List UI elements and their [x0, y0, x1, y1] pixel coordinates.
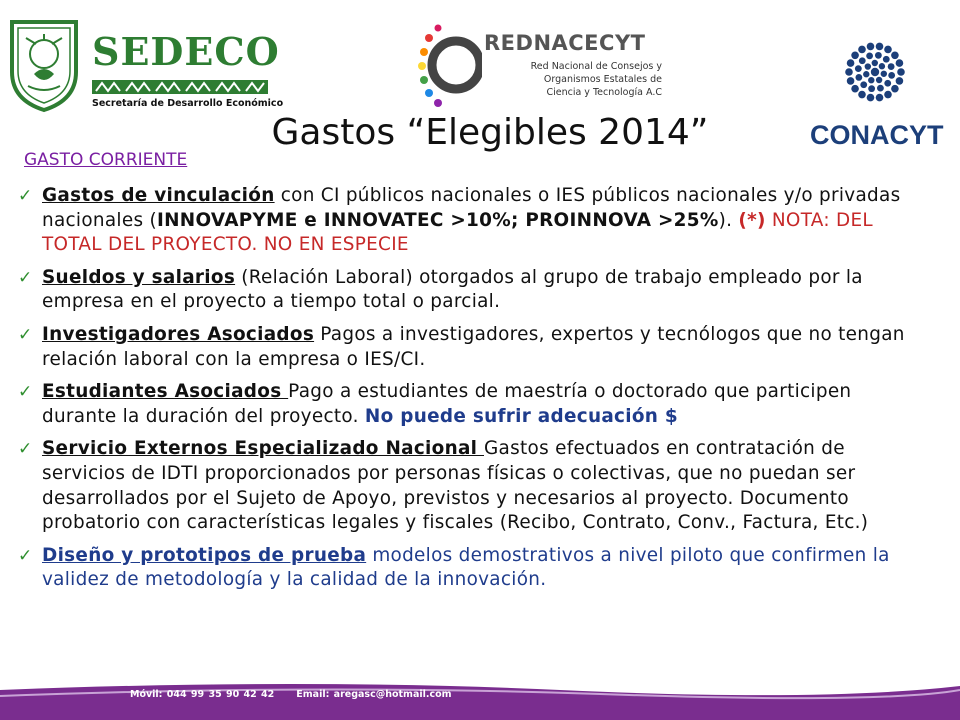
- conacyt-dot: [888, 72, 895, 79]
- bullet-list: [18, 184, 928, 593]
- rednacecyt-wordmark: REDNACECYT: [484, 31, 646, 55]
- sedeco-logo: [6, 14, 284, 118]
- conacyt-dot: [875, 52, 882, 59]
- conacyt-dot: [851, 85, 859, 93]
- conacyt-wordmark: CONACYT: [810, 120, 944, 150]
- conacyt-dot: [896, 59, 904, 67]
- conacyt-dot: [884, 46, 892, 54]
- conacyt-dot: [871, 68, 879, 76]
- rednacecyt-logo: [416, 20, 666, 110]
- rednacecyt-subtitle-line: Ciencia y Tecnología A.C: [546, 87, 662, 98]
- conacyt-dot: [858, 46, 866, 54]
- conacyt-dot: [884, 80, 891, 87]
- bullet-servicio-externos: [18, 437, 928, 535]
- conacyt-dot: [872, 60, 878, 66]
- bullet-text: (Relación Laboral) otorgados al grupo de trabajo empleado por la empresa en el proyecto a tiempo total o parcial.: [42, 266, 863, 313]
- bullet-investigadores-asociados: [18, 323, 928, 372]
- rednacecyt-subtitle: [512, 60, 662, 99]
- coat-of-arms-icon: [6, 14, 82, 114]
- conacyt-dot: [859, 57, 866, 64]
- rednacecyt-subtitle-line: Organismos Estatales de: [543, 74, 662, 85]
- bullet-text: modelos demostrativos a nivel piloto que confirmen la validez de metodología y la calidad de la innovación.: [42, 544, 890, 591]
- bullet-gastos-vinculacion: [18, 184, 928, 258]
- conacyt-dot: [851, 51, 859, 59]
- bullet-sueldos-salarios: [18, 266, 928, 315]
- conacyt-dot: [855, 65, 862, 72]
- bullet-term: Diseño y prototipos de prueba: [42, 544, 367, 566]
- note-end: NO EN ESPECIE: [263, 234, 409, 256]
- bullet-term: Estudiantes Asociados: [42, 381, 289, 403]
- conacyt-dot: [891, 85, 899, 93]
- bullet-warning: No puede sufrir adecuación $: [364, 405, 678, 427]
- bullet-text: con CI públicos nacionales o IES públicos nacionales y/o privadas nacionales (: [42, 185, 901, 231]
- checkmark-icon: ✓: [18, 382, 33, 403]
- conacyt-dot: [860, 81, 867, 88]
- rednacecyt-subtitle-line: Red Nacional de Consejos y: [530, 61, 662, 72]
- checkmark-icon: ✓: [18, 324, 33, 345]
- conacyt-dot: [868, 85, 875, 92]
- conacyt-dot: [884, 91, 892, 99]
- conacyt-dot: [876, 43, 884, 51]
- checkmark-icon: ✓: [18, 545, 33, 566]
- conacyt-dot: [881, 71, 887, 77]
- conacyt-dot: [876, 94, 884, 102]
- sedeco-subtitle: Secretaría de Desarrollo Económico: [92, 98, 284, 109]
- checkmark-icon: ✓: [18, 267, 33, 288]
- checkmark-icon: ✓: [18, 186, 33, 206]
- conacyt-dot: [896, 77, 904, 85]
- conacyt-dot: [847, 77, 855, 85]
- slide-title: Gastos “Elegibles 2014”: [271, 112, 709, 153]
- conacyt-dot: [877, 85, 884, 92]
- conacyt-dot: [845, 68, 853, 76]
- conacyt-dot: [867, 43, 875, 51]
- bullet-programs: INNOVAPYME e INNOVATEC >10%; PROINNOVA >25%: [156, 209, 719, 231]
- bullet-term: Gastos de vinculación: [42, 185, 275, 206]
- footer-email: Email: aregasc@hotmail.com: [296, 689, 452, 700]
- section-heading: GASTO CORRIENTE: [24, 150, 188, 170]
- bullet-text: Pagos a investigadores, expertos y tecnólogos que no tengan relación laboral con la empresa o IES/CI.: [42, 323, 905, 370]
- conacyt-dot: [888, 63, 895, 70]
- bullet-term: Sueldos y salarios: [42, 266, 236, 288]
- bullet-term: Investigadores Asociados: [42, 323, 315, 345]
- note-mark: (*): [738, 209, 766, 231]
- conacyt-dot: [847, 59, 855, 67]
- conacyt-logo: [810, 36, 944, 156]
- footer-phone: Móvil: 044 99 35 90 42 42: [130, 689, 275, 700]
- sedeco-wordmark: SEDECO: [92, 29, 280, 74]
- conacyt-dot: [876, 77, 882, 83]
- conacyt-dots-icon: [839, 36, 911, 108]
- conacyt-dot: [866, 52, 873, 59]
- conacyt-dot: [865, 63, 871, 69]
- bullet-text: Gastos efectuados en contratación de servicios de IDTI proporcionados por personas físicas o colectivas, que no puedan ser desarrollados por el Sujeto de Apoyo, previstos y necesarios al proyecto. Documento probatorio con características legales y fiscales (Recibo, Contrato, Conv., Factura, Etc.): [42, 438, 869, 534]
- bullet-text: ).: [718, 209, 739, 231]
- checkmark-icon: ✓: [18, 439, 33, 460]
- bullet-term: Servicio Externos Especializado Nacional: [42, 438, 484, 460]
- bullet-text: Pago a estudiantes de maestría o doctorado que participen durante la duración del proyecto.: [42, 381, 852, 427]
- conacyt-dot: [891, 51, 899, 59]
- conacyt-dot: [879, 63, 885, 69]
- note-text: NOTA: DEL TOTAL DEL PROYECTO.: [42, 209, 873, 256]
- rednacecyt-dots-icon: [416, 20, 482, 110]
- bullet-diseno-prototipos: [18, 544, 928, 593]
- conacyt-dot: [855, 74, 862, 81]
- conacyt-dot: [867, 94, 875, 102]
- sedeco-pattern-band: [92, 80, 268, 94]
- conacyt-dot: [863, 71, 869, 77]
- bullet-estudiantes-asociados: [18, 380, 928, 429]
- conacyt-dot: [883, 56, 890, 63]
- conacyt-dot: [897, 68, 905, 76]
- footer-contact: [130, 689, 474, 700]
- conacyt-dot: [858, 91, 866, 99]
- conacyt-dot: [868, 77, 874, 83]
